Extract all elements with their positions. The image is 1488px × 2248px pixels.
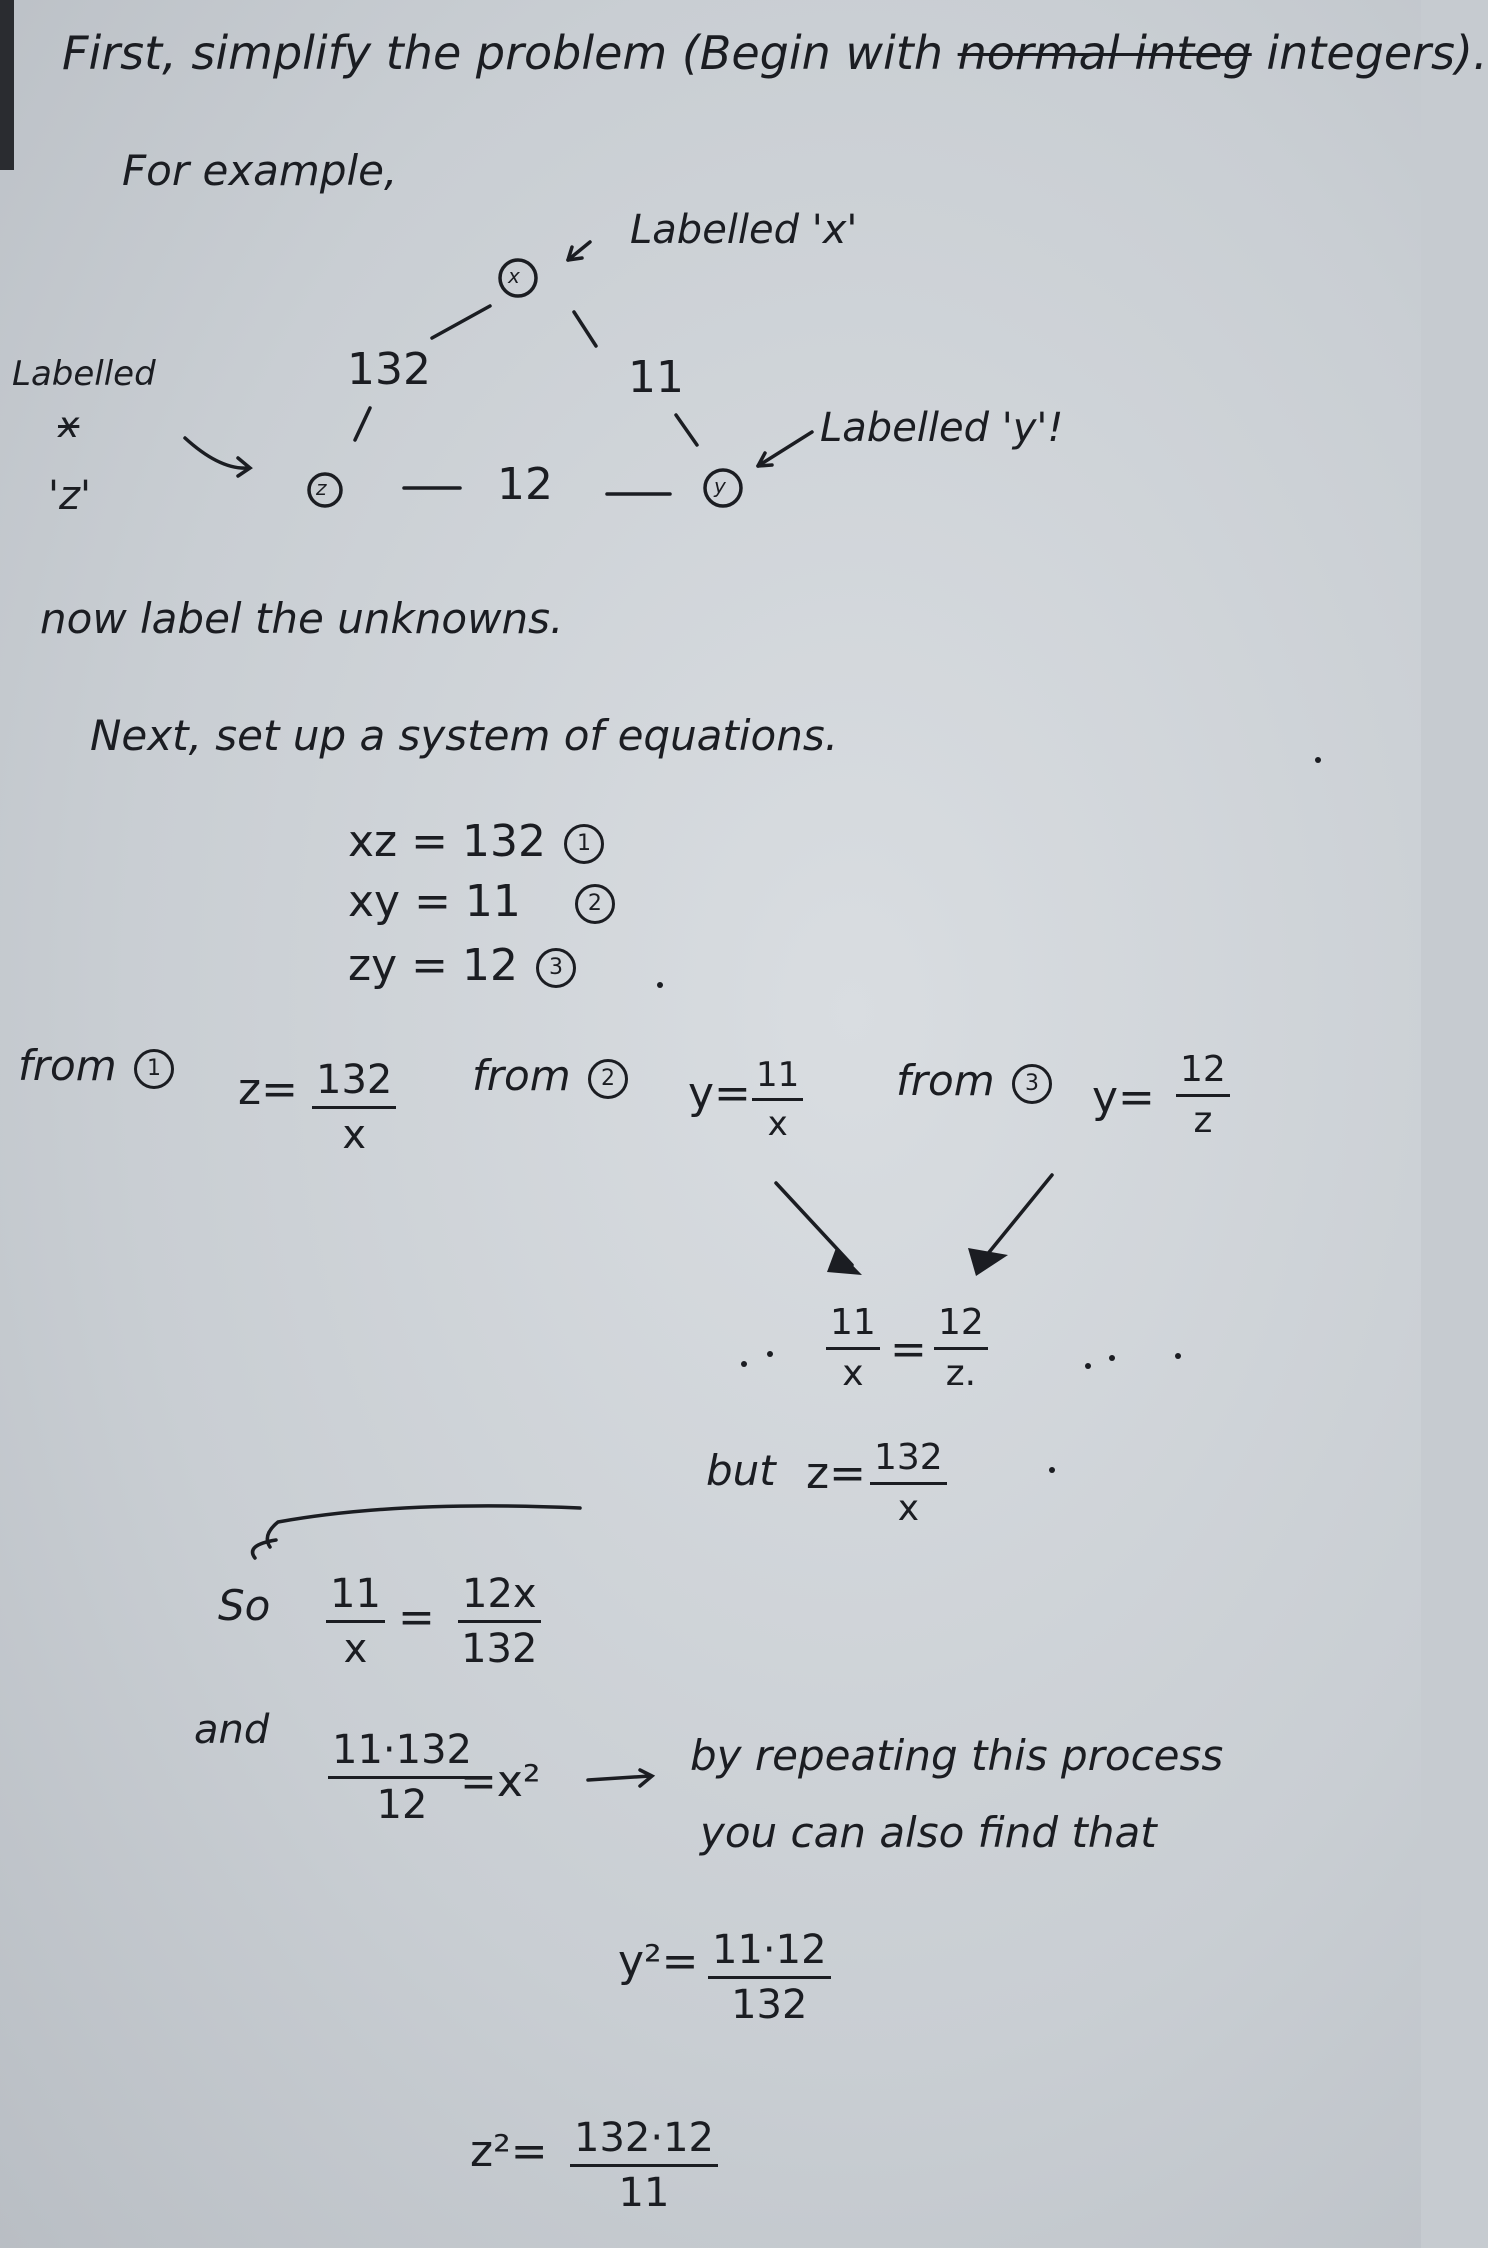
- from-1-lhs: z=: [238, 1064, 298, 1115]
- arrow-to-note: [588, 1776, 650, 1780]
- from-2-word: from: [472, 1051, 571, 1100]
- from-3: [896, 1056, 1056, 1105]
- label-y: Labelled 'y'!: [820, 405, 1064, 451]
- intro-suffix: integers).: [1266, 26, 1488, 80]
- edge-label-132: 132: [347, 344, 431, 395]
- therefore-rhs-numerator: 12: [934, 1305, 988, 1350]
- equation-1-number: 1: [564, 824, 604, 864]
- from-1-word: from: [18, 1041, 117, 1090]
- equation-2-text: xy = 11: [348, 876, 521, 927]
- equation-1: [348, 816, 608, 867]
- but-fraction: [870, 1437, 947, 1529]
- arrow-to-z: [185, 438, 248, 468]
- from-1-fraction: [312, 1057, 396, 1158]
- therefore-lhs-denominator: x: [842, 1353, 864, 1394]
- intro-struck-words: normal integ: [957, 26, 1252, 80]
- from-2-numerator: 11: [752, 1058, 803, 1101]
- z-squared-lhs: z²=: [470, 2126, 548, 2177]
- equation-2-number: 2: [575, 884, 615, 924]
- arrow-left-down: [776, 1183, 852, 1265]
- so-lhs-fraction: [326, 1571, 385, 1672]
- so-word: So: [218, 1581, 271, 1630]
- therefore-equals: =: [890, 1324, 927, 1375]
- and-denominator: 12: [376, 1782, 428, 1828]
- note-line-1: by repeating this process: [690, 1731, 1224, 1780]
- from-1: [18, 1041, 178, 1090]
- label-x: Labelled 'x': [630, 207, 858, 253]
- from-3-numerator: 12: [1176, 1052, 1230, 1097]
- therefore-lhs-numerator: 11: [826, 1305, 880, 1350]
- so-rhs-numerator: 12x: [458, 1574, 541, 1623]
- from-3-fraction: [1176, 1049, 1230, 1141]
- from-2-lhs: y=: [688, 1068, 751, 1119]
- but-numerator: 132: [870, 1440, 947, 1485]
- from-2: [472, 1051, 632, 1100]
- so-lhs-denominator: x: [343, 1626, 368, 1672]
- z-squared-fraction: [570, 2115, 718, 2216]
- equation-1-text: xz = 132: [348, 816, 546, 867]
- equation-3-number: 3: [536, 948, 576, 988]
- so-rhs-fraction: [458, 1571, 541, 1672]
- and-word: and: [194, 1707, 270, 1753]
- arrow-right-down: [986, 1175, 1052, 1256]
- setup-text: Next, set up a system of equations.: [90, 711, 839, 760]
- so-lhs-numerator: 11: [326, 1574, 385, 1623]
- therefore-lhs-fraction: [826, 1302, 880, 1394]
- from-3-denominator: z: [1193, 1100, 1213, 1141]
- and-rhs: =x²: [460, 1756, 541, 1807]
- node-y-mark: y: [714, 474, 726, 498]
- but-denominator: x: [897, 1488, 920, 1529]
- edge-xy-lower: [676, 415, 697, 445]
- edge-xz-upper: [432, 306, 490, 338]
- y-squared-denominator: 132: [731, 1982, 808, 2028]
- node-z-mark: z: [316, 476, 327, 500]
- example-text: For example,: [122, 146, 398, 195]
- arrow-to-y: [758, 432, 812, 466]
- y-squared-numerator: 11·12: [708, 1930, 831, 1979]
- y-squared-lhs: y²=: [618, 1936, 699, 1987]
- node-x-mark: x: [508, 264, 520, 288]
- but-lhs: z=: [806, 1448, 866, 1499]
- from-1-number: 1: [134, 1049, 174, 1089]
- from-3-lhs: y=: [1092, 1072, 1155, 1123]
- from-1-numerator: 132: [312, 1060, 396, 1109]
- from-1-denominator: x: [342, 1112, 367, 1158]
- edge-xy-upper: [574, 312, 596, 346]
- so-bracket: [267, 1506, 580, 1547]
- from-3-word: from: [896, 1056, 995, 1105]
- and-numerator: 11·132: [328, 1730, 476, 1779]
- so-equals: =: [398, 1592, 435, 1643]
- and-fraction: [328, 1727, 476, 1828]
- from-3-number: 3: [1012, 1064, 1052, 1104]
- y-squared-fraction: [708, 1927, 831, 2028]
- label-z-struck: x: [58, 405, 80, 446]
- edge-xz-lower: [355, 408, 370, 440]
- equation-3: [348, 940, 580, 991]
- from-2-fraction: [752, 1055, 803, 1144]
- but-word: but: [706, 1446, 776, 1495]
- intro-prefix: First, simplify the problem (Begin with: [62, 26, 943, 80]
- label-z-value: 'z': [48, 473, 91, 519]
- from-2-denominator: x: [767, 1104, 788, 1144]
- therefore-rhs-fraction: [934, 1302, 988, 1394]
- edge-label-12: 12: [497, 459, 553, 510]
- edge-label-11: 11: [628, 352, 684, 403]
- equation-3-text: zy = 12: [348, 940, 518, 991]
- note-line-2: you can also find that: [700, 1808, 1157, 1857]
- z-squared-numerator: 132·12: [570, 2118, 718, 2167]
- equation-2: [348, 876, 619, 927]
- from-2-number: 2: [588, 1059, 628, 1099]
- therefore-rhs-denominator: z.: [945, 1353, 977, 1394]
- so-rhs-denominator: 132: [461, 1626, 538, 1672]
- label-z-word: Labelled: [12, 354, 156, 394]
- z-squared-denominator: 11: [618, 2170, 670, 2216]
- label-unknowns-text: now label the unknowns.: [40, 594, 564, 643]
